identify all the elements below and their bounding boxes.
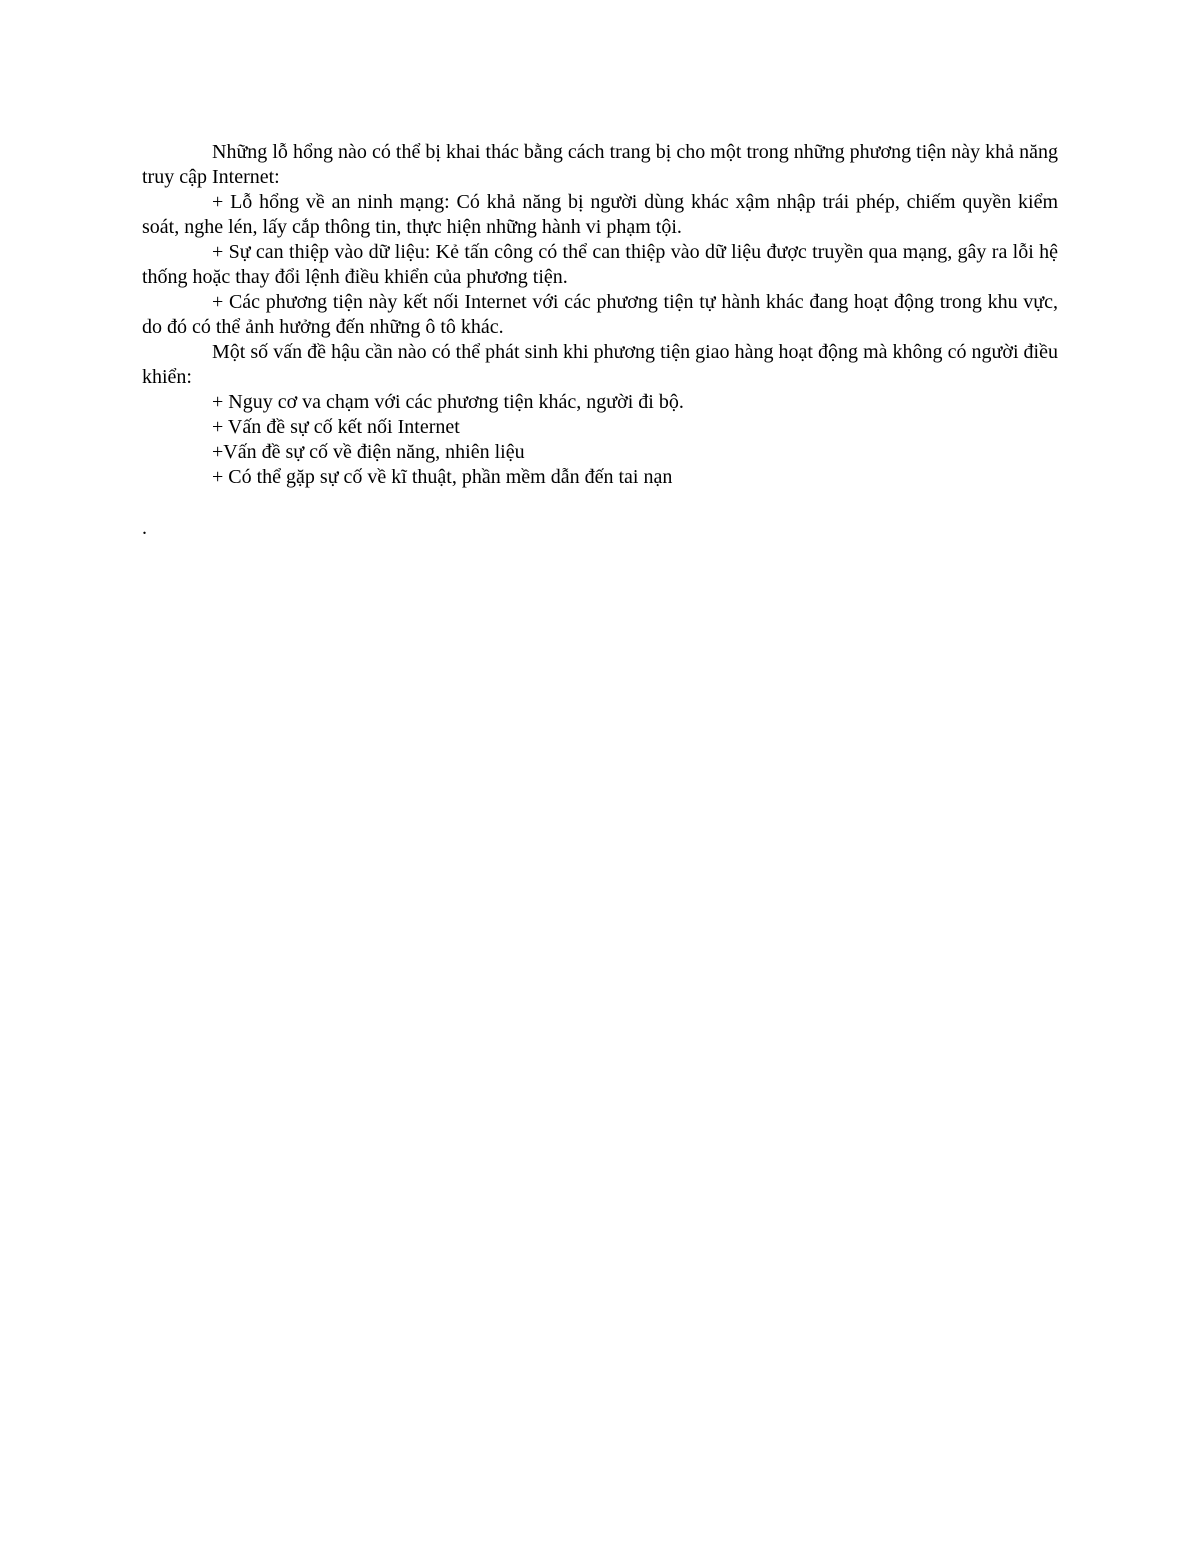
- paragraph-bullet-collision-risk: + Nguy cơ va chạm với các phương tiện khác, người đi bộ.: [212, 391, 684, 413]
- paragraph-bullet-power-fuel: +Vấn đề sự cố về điện năng, nhiên liệu: [212, 441, 525, 463]
- paragraph-intro-logistics-issues: Một số vấn đề hậu cần nào có thể phát sinh khi phương tiện giao hàng hoạt động mà không có người điều khiển:: [142, 341, 1058, 388]
- document-body: [142, 140, 1058, 541]
- paragraph-bullet-internet-outage: + Vấn đề sự cố kết nối Internet: [212, 416, 460, 438]
- paragraph-bullet-network-security: + Lỗ hổng về an ninh mạng: Có khả năng bị người dùng khác xậm nhập trái phép, chiếm quyền kiểm soát, nghe lén, lấy cắp thông tin, thực hiện những hành vi phạm tội.: [142, 191, 1058, 238]
- trailing-period: .: [142, 517, 147, 539]
- paragraph-intro-vulnerabilities: Những lỗ hổng nào có thể bị khai thác bằng cách trang bị cho một trong những phương tiện này khả năng truy cập Internet:: [142, 141, 1058, 188]
- paragraph-bullet-technical-failure: + Có thể gặp sự cố về kĩ thuật, phần mềm dẫn đến tai nạn: [212, 466, 673, 488]
- paragraph-bullet-connected-vehicles: + Các phương tiện này kết nối Internet với các phương tiện tự hành khác đang hoạt động trong khu vực, do đó có thể ảnh hưởng đến những ô tô khác.: [142, 291, 1058, 338]
- paragraph-bullet-data-interference: + Sự can thiệp vào dữ liệu: Kẻ tấn công có thể can thiệp vào dữ liệu được truyền qua mạng, gây ra lỗi hệ thống hoặc thay đổi lệnh điều khiển của phương tiện.: [142, 241, 1058, 288]
